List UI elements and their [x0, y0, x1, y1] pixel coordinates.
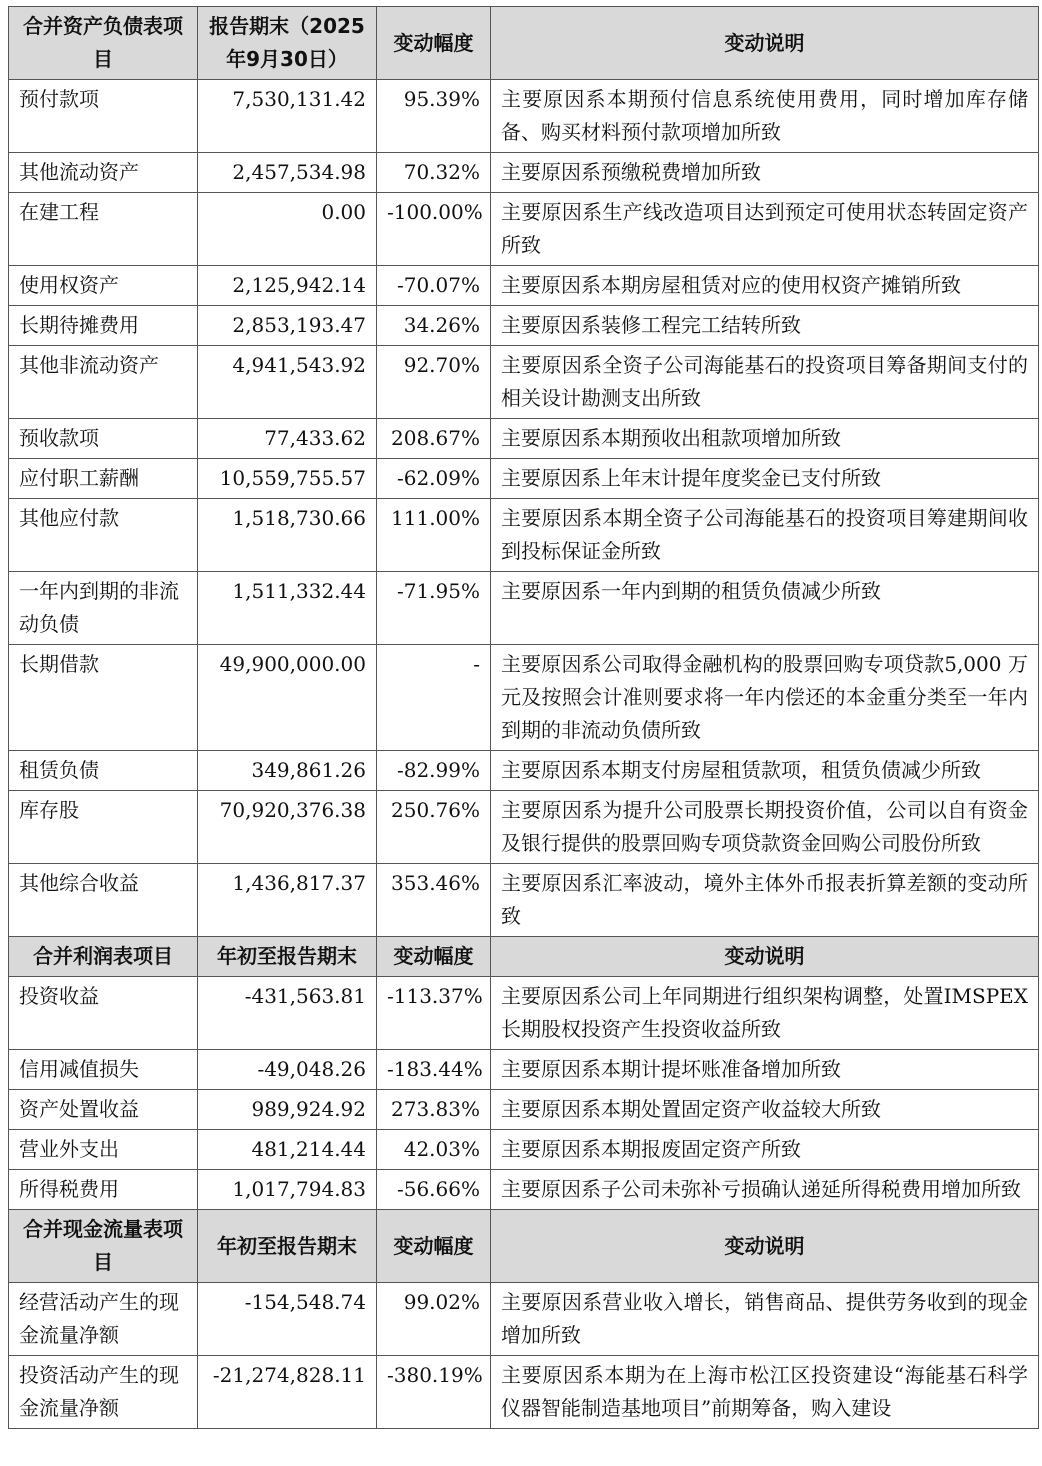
- change-percent: -100.00%: [377, 193, 491, 266]
- income-statement-header: [9, 937, 1039, 977]
- table-row: [9, 499, 1039, 572]
- change-description: 主要原因系本期全资子公司海能基石的投资项目筹建期间收到投标保证金所致: [491, 499, 1039, 572]
- table-row: [9, 864, 1039, 937]
- table-row: [9, 1356, 1039, 1429]
- change-description: 主要原因系上年末计提年度奖金已支付所致: [491, 459, 1039, 499]
- change-percent: 353.46%: [377, 864, 491, 937]
- change-description: 主要原因系本期支付房屋租赁款项，租赁负债减少所致: [491, 751, 1039, 791]
- item-name: 使用权资产: [9, 266, 198, 306]
- table-row: [9, 645, 1039, 751]
- header-change: 变动幅度: [377, 937, 491, 977]
- item-name: 其他流动资产: [9, 153, 198, 193]
- cash-flow-header: [9, 1210, 1039, 1283]
- amount-value: 1,518,730.66: [198, 499, 377, 572]
- change-description: 主要原因系本期报废固定资产所致: [491, 1130, 1039, 1170]
- amount-value: 1,436,817.37: [198, 864, 377, 937]
- header-description: 变动说明: [491, 937, 1039, 977]
- header-period-value: 报告期末（2025年9月30日）: [198, 7, 377, 80]
- table-row: [9, 791, 1039, 864]
- table-row: [9, 80, 1039, 153]
- financial-changes-table: [8, 6, 1039, 1429]
- change-description: 主要原因系本期为在上海市松江区投资建设“海能基石科学仪器智能制造基地项目”前期筹备，购入建设: [491, 1356, 1039, 1429]
- change-percent: -: [377, 645, 491, 751]
- change-description: 主要原因系本期预付信息系统使用费用，同时增加库存储备、购买材料预付款项增加所致: [491, 80, 1039, 153]
- change-percent: 250.76%: [377, 791, 491, 864]
- table-row: [9, 346, 1039, 419]
- change-percent: -183.44%: [377, 1050, 491, 1090]
- amount-value: 1,511,332.44: [198, 572, 377, 645]
- item-name: 投资活动产生的现金流量净额: [9, 1356, 198, 1429]
- change-percent: 95.39%: [377, 80, 491, 153]
- item-name: 预付款项: [9, 80, 198, 153]
- item-name: 信用减值损失: [9, 1050, 198, 1090]
- amount-value: 7,530,131.42: [198, 80, 377, 153]
- change-percent: 99.02%: [377, 1283, 491, 1356]
- change-percent: -113.37%: [377, 977, 491, 1050]
- amount-value: 2,853,193.47: [198, 306, 377, 346]
- header-change: 变动幅度: [377, 1210, 491, 1283]
- amount-value: 49,900,000.00: [198, 645, 377, 751]
- change-description: 主要原因系本期处置固定资产收益较大所致: [491, 1090, 1039, 1130]
- change-description: 主要原因系一年内到期的租赁负债减少所致: [491, 572, 1039, 645]
- change-percent: 92.70%: [377, 346, 491, 419]
- item-name: 租赁负债: [9, 751, 198, 791]
- change-description: 主要原因系预缴税费增加所致: [491, 153, 1039, 193]
- change-percent: -380.19%: [377, 1356, 491, 1429]
- change-percent: 208.67%: [377, 419, 491, 459]
- change-description: 主要原因系本期房屋租赁对应的使用权资产摊销所致: [491, 266, 1039, 306]
- item-name: 预收款项: [9, 419, 198, 459]
- change-description: 主要原因系生产线改造项目达到预定可使用状态转固定资产所致: [491, 193, 1039, 266]
- change-percent: -62.09%: [377, 459, 491, 499]
- amount-value: 0.00: [198, 193, 377, 266]
- table-row: [9, 459, 1039, 499]
- header-description: 变动说明: [491, 7, 1039, 80]
- table-row: [9, 751, 1039, 791]
- change-description: 主要原因系公司取得金融机构的股票回购专项贷款5,000 万元及按照会计准则要求将一年内偿还的本金重分类至一年内到期的非流动负债所致: [491, 645, 1039, 751]
- change-description: 主要原因系营业收入增长，销售商品、提供劳务收到的现金增加所致: [491, 1283, 1039, 1356]
- item-name: 应付职工薪酬: [9, 459, 198, 499]
- table-row: [9, 1090, 1039, 1130]
- amount-value: 349,861.26: [198, 751, 377, 791]
- change-percent: -70.07%: [377, 266, 491, 306]
- change-percent: 273.83%: [377, 1090, 491, 1130]
- change-percent: -71.95%: [377, 572, 491, 645]
- item-name: 其他非流动资产: [9, 346, 198, 419]
- header-item: 合并资产负债表项目: [9, 7, 198, 80]
- amount-value: -431,563.81: [198, 977, 377, 1050]
- change-percent: 111.00%: [377, 499, 491, 572]
- change-description: 主要原因系装修工程完工结转所致: [491, 306, 1039, 346]
- change-percent: 42.03%: [377, 1130, 491, 1170]
- header-description: 变动说明: [491, 1210, 1039, 1283]
- item-name: 长期待摊费用: [9, 306, 198, 346]
- item-name: 长期借款: [9, 645, 198, 751]
- item-name: 投资收益: [9, 977, 198, 1050]
- item-name: 其他综合收益: [9, 864, 198, 937]
- item-name: 资产处置收益: [9, 1090, 198, 1130]
- change-percent: 34.26%: [377, 306, 491, 346]
- amount-value: 70,920,376.38: [198, 791, 377, 864]
- amount-value: 77,433.62: [198, 419, 377, 459]
- header-period-value: 年初至报告期末: [198, 1210, 377, 1283]
- amount-value: 989,924.92: [198, 1090, 377, 1130]
- table-row: [9, 193, 1039, 266]
- change-description: 主要原因系本期计提坏账准备增加所致: [491, 1050, 1039, 1090]
- header-change: 变动幅度: [377, 7, 491, 80]
- balance-sheet-header: [9, 7, 1039, 80]
- change-description: 主要原因系子公司未弥补亏损确认递延所得税费用增加所致: [491, 1170, 1039, 1210]
- amount-value: -21,274,828.11: [198, 1356, 377, 1429]
- item-name: 营业外支出: [9, 1130, 198, 1170]
- change-percent: 70.32%: [377, 153, 491, 193]
- header-item: 合并现金流量表项目: [9, 1210, 198, 1283]
- amount-value: 10,559,755.57: [198, 459, 377, 499]
- change-percent: -82.99%: [377, 751, 491, 791]
- table-row: [9, 266, 1039, 306]
- table-row: [9, 572, 1039, 645]
- header-item: 合并利润表项目: [9, 937, 198, 977]
- change-description: 主要原因系汇率波动，境外主体外币报表折算差额的变动所致: [491, 864, 1039, 937]
- item-name: 其他应付款: [9, 499, 198, 572]
- amount-value: 4,941,543.92: [198, 346, 377, 419]
- amount-value: -49,048.26: [198, 1050, 377, 1090]
- table-row: [9, 1170, 1039, 1210]
- amount-value: 1,017,794.83: [198, 1170, 377, 1210]
- item-name: 经营活动产生的现金流量净额: [9, 1283, 198, 1356]
- table-row: [9, 306, 1039, 346]
- change-description: 主要原因系为提升公司股票长期投资价值，公司以自有资金及银行提供的股票回购专项贷款资金回购公司股份所致: [491, 791, 1039, 864]
- change-description: 主要原因系本期预收出租款项增加所致: [491, 419, 1039, 459]
- amount-value: 2,125,942.14: [198, 266, 377, 306]
- change-description: 主要原因系全资子公司海能基石的投资项目筹备期间支付的相关设计勘测支出所致: [491, 346, 1039, 419]
- table-row: [9, 1130, 1039, 1170]
- item-name: 在建工程: [9, 193, 198, 266]
- amount-value: 481,214.44: [198, 1130, 377, 1170]
- header-period-value: 年初至报告期末: [198, 937, 377, 977]
- table-row: [9, 1283, 1039, 1356]
- table-row: [9, 977, 1039, 1050]
- item-name: 库存股: [9, 791, 198, 864]
- amount-value: 2,457,534.98: [198, 153, 377, 193]
- item-name: 一年内到期的非流动负债: [9, 572, 198, 645]
- amount-value: -154,548.74: [198, 1283, 377, 1356]
- table-row: [9, 419, 1039, 459]
- table-row: [9, 153, 1039, 193]
- table-row: [9, 1050, 1039, 1090]
- change-description: 主要原因系公司上年同期进行组织架构调整，处置IMSPEX 长期股权投资产生投资收益所致: [491, 977, 1039, 1050]
- change-percent: -56.66%: [377, 1170, 491, 1210]
- item-name: 所得税费用: [9, 1170, 198, 1210]
